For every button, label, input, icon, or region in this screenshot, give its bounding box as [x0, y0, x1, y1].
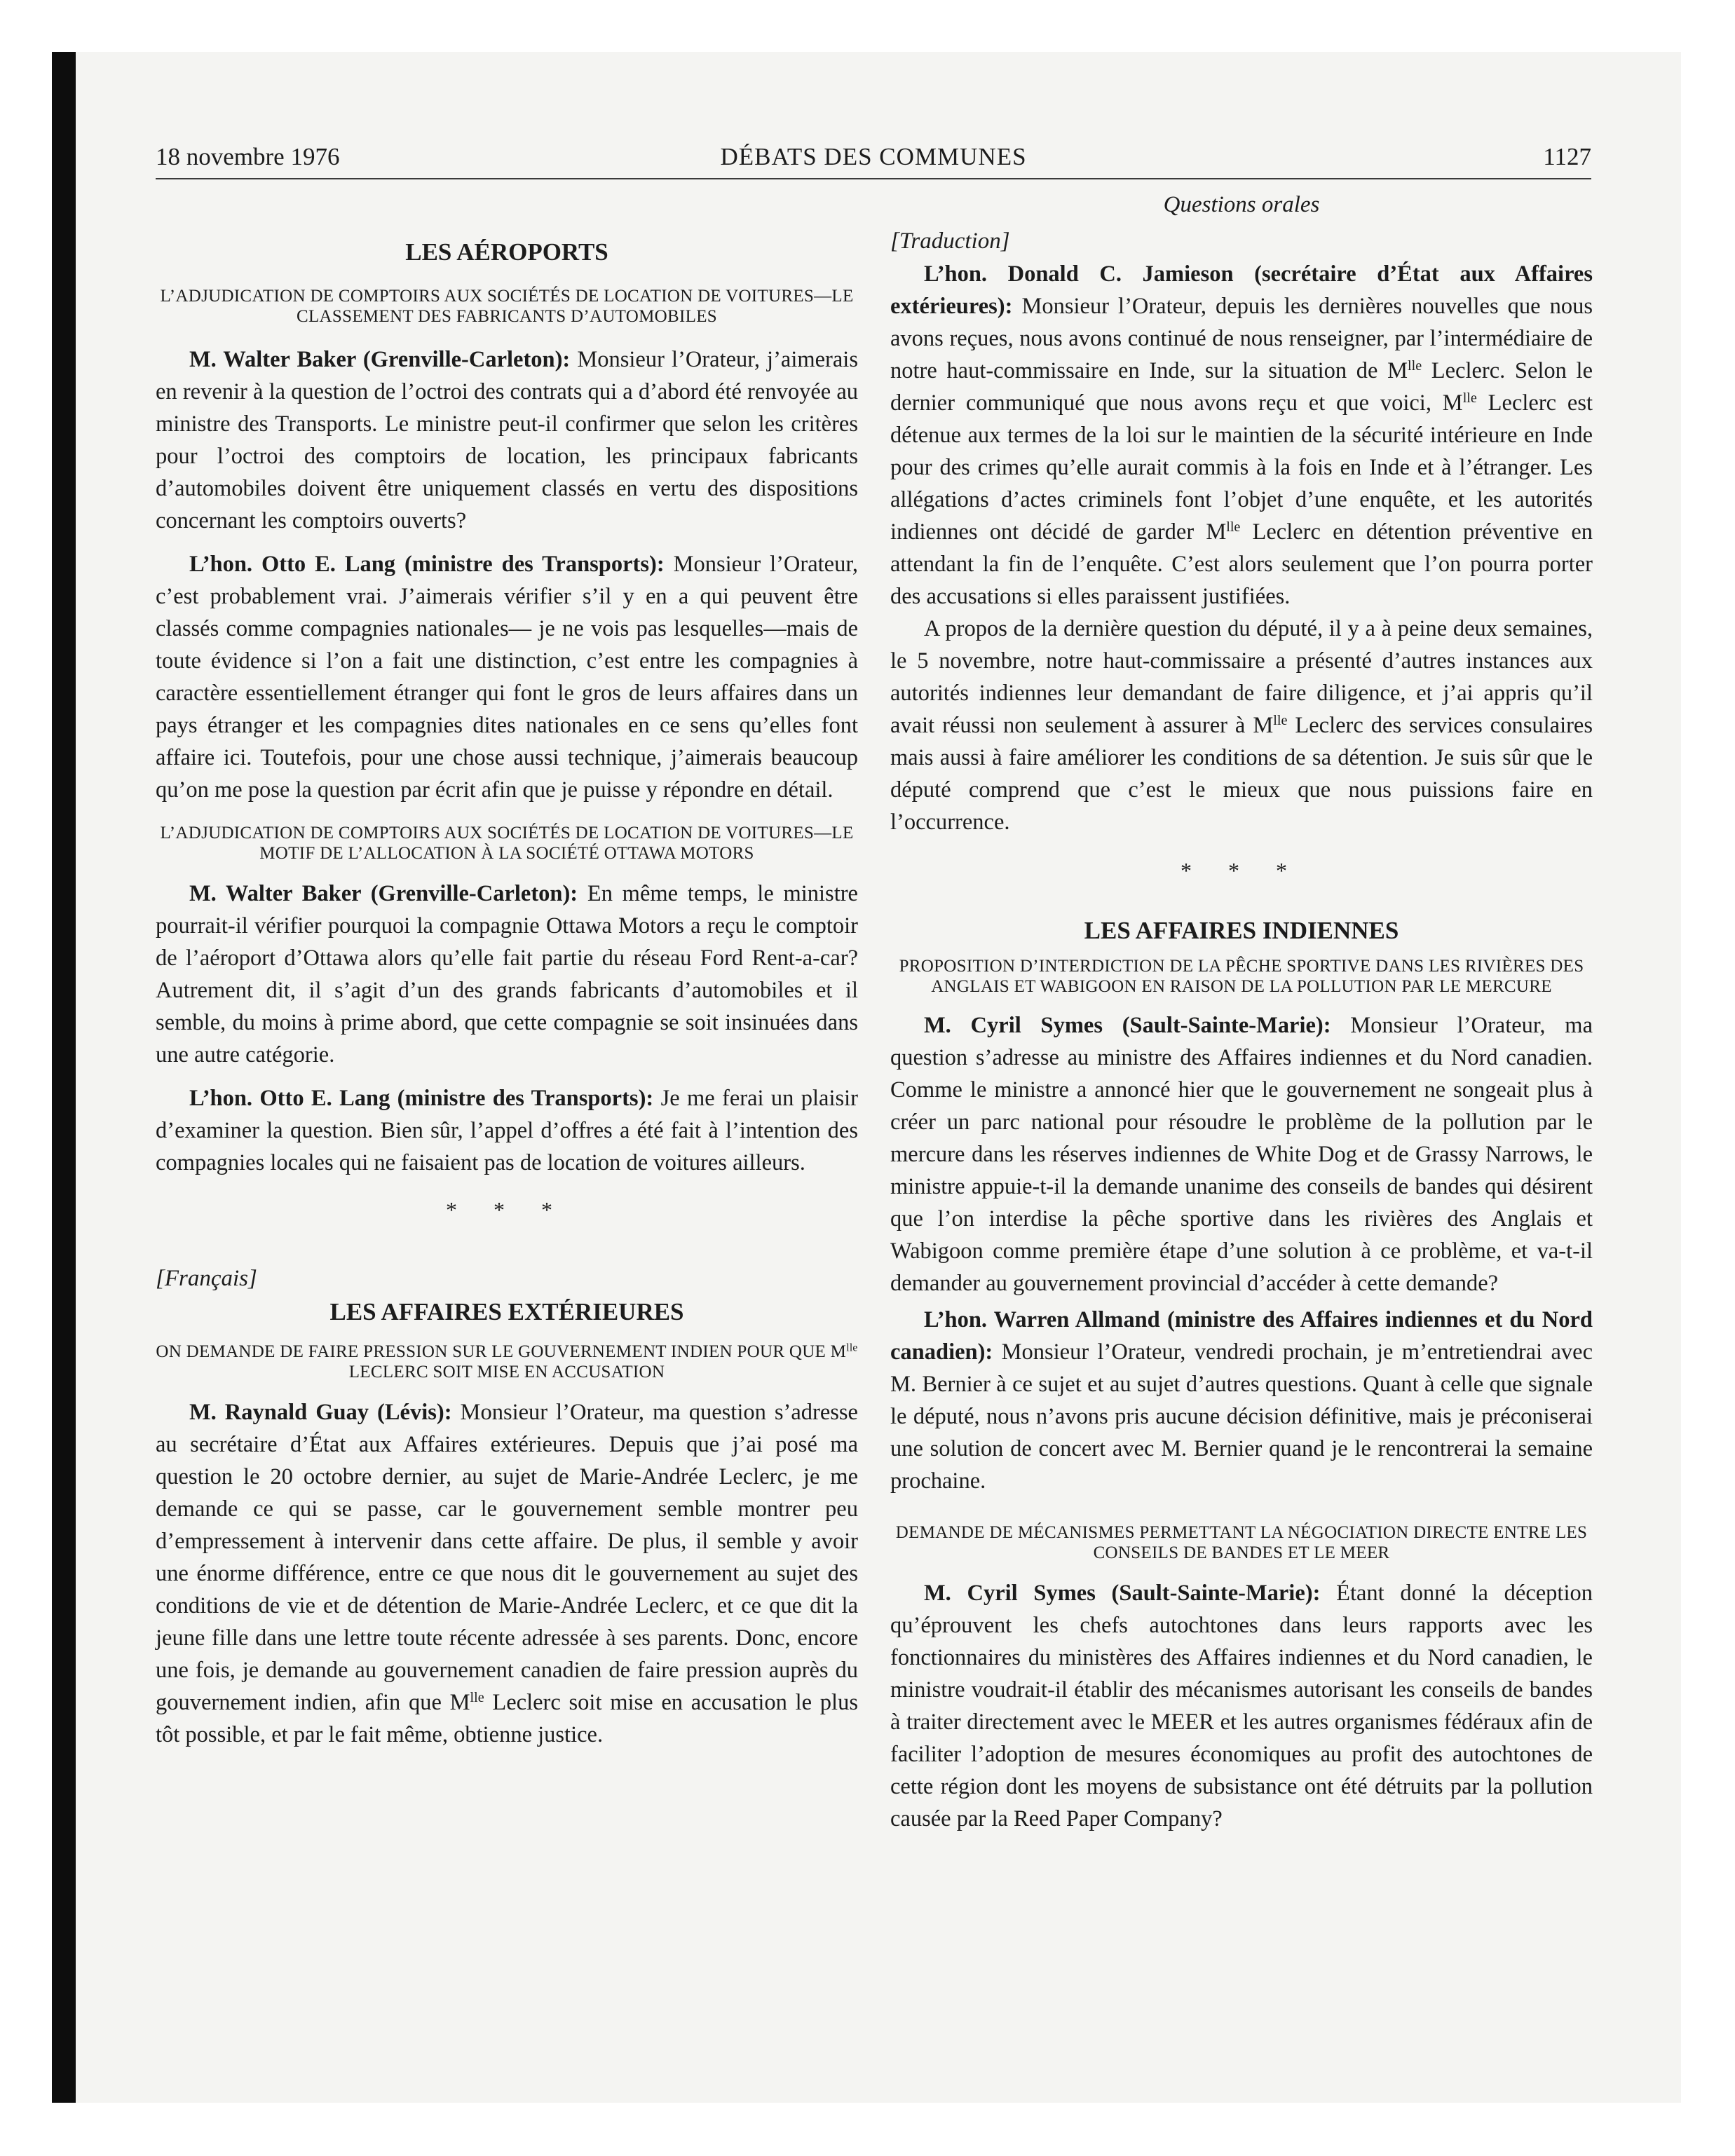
speaker-name: L’hon. Warren Allmand (ministre des Affaires indiennes et du Nord canadien):: [890, 1307, 1593, 1365]
subtopic-heading: ON DEMANDE DE FAIRE PRESSION SUR LE GOUVERNEMENT INDIEN POUR QUE $M^{lle}$ LECLERC SOIT MISE EN ACCUSATION: [156, 1342, 858, 1381]
speaker-name: M. Cyril Symes (Sault-Sainte-Marie):: [924, 1013, 1331, 1038]
paragraph: M. Walter Baker (Grenville-Carleton): Monsieur l’Orateur, j’aimerais en revenir à la question de l’octroi des contrats qui a d’abord été renvoyée au ministre des Transports. Le ministre peut-il confirmer que selon les critères pour l’octroi des comptoirs de location, les principaux fabricants d’automobiles doivent être uniquement classés en vertu des dispositions concernant les comptoirs ouverts?: [156, 347, 858, 533]
language-marker: [Français]: [156, 1266, 257, 1291]
running-head: Questions orales: [1163, 192, 1320, 217]
paragraph: M. Walter Baker (Grenville-Carleton): En même temps, le ministre pourrait-il vérifier pourquoi la compagnie Ottawa Motors a reçu le comptoir de l’aéroport d’Ottawa alors qu’elle fait partie du réseau Ford Rent-a-car? Autrement dit, il s’agit d’un des grands fabricants d’automobiles et il semble, du moins à prime abord, que cette compagnie se soit insinuées dans une autre catégorie.: [156, 881, 858, 1067]
speaker-name: L’hon. Donald C. Jamieson (secrétaire d’État aux Affaires extérieures):: [890, 261, 1593, 319]
paragraph: L’hon. Donald C. Jamieson (secrétaire d’État aux Affaires extérieures): Monsieur l’Orateur, depuis les dernières nouvelles que nous avons reçues, nous avons continué de nous renseigner, par l’intermédiaire de notre haut-commissaire en Inde, sur la situation de $M^{lle}$ Leclerc. Selon le dernier communiqué que nous avons reçu et que voici, $M^{lle}$ Leclerc est détenue aux termes de la loi sur le maintien de la sécurité intérieure en Inde pour des crimes qu’elle aurait commis à la fois en Inde et à l’étranger. Les allégations d’actes criminels font l’objet d’une enquête, et les autorités indiennes ont décidé de garder $M^{lle}$ Leclerc en détention préventive en attendant la fin de l’enquête. C’est alors seulement que l’on pourra porter des accusations si elles paraissent justifiées.: [890, 261, 1593, 609]
header-date: 18 novembre 1976: [156, 143, 340, 170]
speaker-name: M. Raynald Guay (Lévis):: [189, 1400, 452, 1425]
topic-heading-indian-affairs: LES AFFAIRES INDIENNES: [1084, 917, 1399, 944]
page-header: [156, 137, 1591, 179]
subtopic-heading: PROPOSITION D’INTERDICTION DE LA PÊCHE SPORTIVE DANS LES RIVIÈRES DES ANGLAIS ET WABIGOON EN RAISON DE LA POLLUTION PAR LE MERCURE: [899, 957, 1584, 996]
subtopic-heading: DEMANDE DE MÉCANISMES PERMETTANT LA NÉGOCIATION DIRECTE ENTRE LES CONSEILS DE BANDES ET LE MEER: [895, 1523, 1588, 1562]
left-column: [156, 189, 858, 1751]
paragraph: A propos de la dernière question du député, il y a à peine deux semaines, le 5 novembre, notre haut-commissaire a présenté d’autres instances aux autorités indiennes leur demandant de faire diligence, et j’ai appris qu’il avait réussi non seulement à assurer à $M^{lle}$ Leclerc des services consulaires mais aussi à faire améliorer les conditions de sa détention. Je suis sûr que le député comprend que c’est le mieux que nous puissions faire en l’occurrence.: [890, 616, 1593, 835]
topic-heading-external-affairs: LES AFFAIRES EXTÉRIEURES: [329, 1298, 684, 1325]
right-column: [890, 189, 1593, 1835]
binding-edge: [52, 52, 76, 2103]
paragraph: L’hon. Otto E. Lang (ministre des Transports): Monsieur l’Orateur, c’est probablement vrai. J’aimerais vérifier s’il y en a qui peuvent être classés comme compagnies nationales— je ne vois pas lesquelles—mais de toute évidence si l’on a fait une distinction, c’est entre les compagnies à caractère essentiellement étranger qui font le gros de leurs affaires dans un pays étranger et les compagnies dites nationales en ce sens qu’elles font affaire ici. Toutefois, pour une chose aussi technique, j’aimerais beaucoup qu’on me pose la question par écrit afin que je puisse y répondre en détail.: [156, 552, 858, 803]
paragraph: M. Cyril Symes (Sault-Sainte-Marie): Monsieur l’Orateur, ma question s’adresse au ministre des Affaires indiennes et du Nord canadien. Comme le ministre a annoncé hier que le gouvernement ne songeait plus à créer un parc national pour résoudre le problème de la pollution par le mercure dans les réserves indiennes de White Dog et de Grassy Narrows, le ministre appuie-t-il la demande unanime des conseils de bandes qui désirent que l’on interdise la pêche sportive dans les rivières des Anglais et Wabigoon comme première étape d’une solution à ce problème, et va-t-il demander au gouvernement provincial d’accéder à cette demande?: [890, 1013, 1593, 1296]
header-title: DÉBATS DES COMMUNES: [720, 143, 1027, 170]
paragraph: L’hon. Warren Allmand (ministre des Affaires indiennes et du Nord canadien): Monsieur l’Orateur, vendredi prochain, je m’entretiendrai avec M. Bernier à ce sujet et au sujet d’autres questions. Quant à celle que signale le député, nous n’avons pris aucune décision définitive, mais je préconiserai une solution de concert avec M. Bernier quand je le rencontrerai la semaine prochaine.: [890, 1307, 1593, 1494]
subtopic-heading: L’ADJUDICATION DE COMPTOIRS AUX SOCIÉTÉS DE LOCATION DE VOITURES—LE MOTIF DE L’ALLOCATION À LA SOCIÉTÉ OTTAWA MOTORS: [160, 824, 854, 863]
speaker-name: L’hon. Otto E. Lang (ministre des Transports):: [189, 552, 665, 577]
language-marker: [Traduction]: [890, 228, 1010, 254]
paragraph: M. Raynald Guay (Lévis): Monsieur l’Orateur, ma question s’adresse au secrétaire d’État aux Affaires extérieures. Depuis que j’ai posé ma question le 20 octobre dernier, au sujet de Marie-Andrée Leclerc, je me demande ce qui se passe, car le gouvernement semble montrer peu d’empressement à intervenir dans cette affaire. De plus, il semble y avoir une énorme différence, entre ce que nous dit le gouvernement au sujet des conditions de vie et de détention de Marie-Andrée Leclerc, et ce que dit la jeune fille dans une lettre toute récente adressée à ses parents. Donc, encore une fois, je demande au gouvernement canadien de faire pression auprès du gouvernement indien, afin que $M^{lle}$ Leclerc soit mise en accusation le plus tôt possible, et par le fait même, obtienne justice.: [156, 1400, 858, 1747]
topic-heading-airports: LES AÉROPORTS: [405, 238, 608, 266]
subtopic-heading: L’ADJUDICATION DE COMPTOIRS AUX SOCIÉTÉS DE LOCATION DE VOITURES—LE CLASSEMENT DES FABRICANTS D’AUTOMOBILES: [160, 287, 854, 326]
section-separator: * * *: [1181, 858, 1302, 883]
speaker-name: L’hon. Otto E. Lang (ministre des Transports):: [189, 1086, 654, 1111]
speaker-name: M. Cyril Symes (Sault-Sainte-Marie):: [924, 1581, 1321, 1606]
paragraph: L’hon. Otto E. Lang (ministre des Transports): Je me ferai un plaisir d’examiner la question. Bien sûr, l’appel d’offres a été fait à l’intention des compagnies locales qui ne faisaient pas de location de voitures ailleurs.: [156, 1086, 858, 1175]
speaker-name: M. Walter Baker (Grenville-Carleton):: [189, 881, 578, 906]
speaker-name: M. Walter Baker (Grenville-Carleton):: [189, 347, 571, 372]
paragraph: M. Cyril Symes (Sault-Sainte-Marie): Étant donné la déception qu’éprouvent les chefs autochtones dans leurs rapports avec les fonctionnaires du ministères des Affaires indiennes et du Nord canadien, le ministre voudrait-il établir des mécanismes autorisant les conseils de bandes à traiter directement avec le MEER et les autres organismes fédéraux afin de faciliter l’adoption de mesures économiques au profit des autochtones de cette région dont les moyens de subsistance ont été détruits par la pollution causée par la Reed Paper Company?: [890, 1581, 1593, 1831]
page-number: 1127: [1543, 143, 1591, 170]
section-separator: * * *: [446, 1197, 568, 1222]
